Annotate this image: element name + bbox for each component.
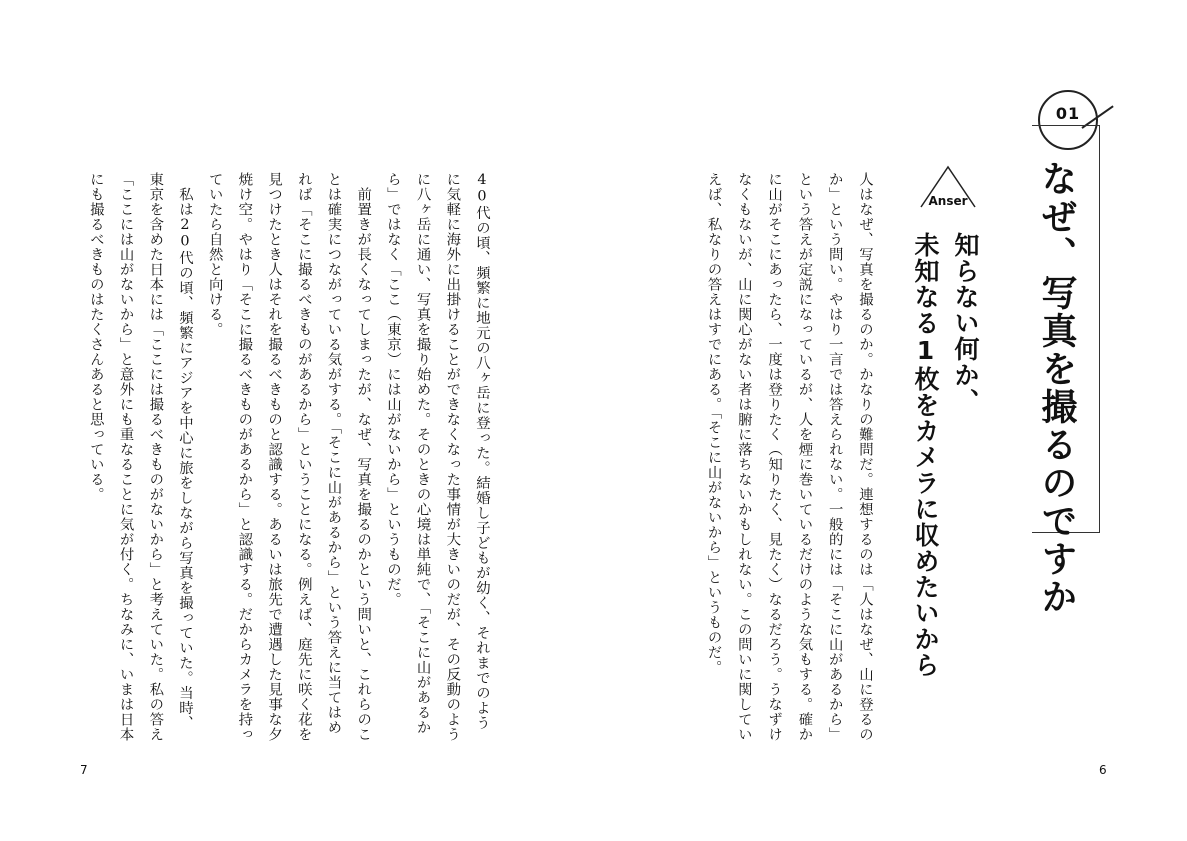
anser-label: Anser: [928, 194, 968, 208]
chapter-number: 01: [1055, 104, 1081, 123]
right-page-body: 人はなぜ、写真を撮るのか。かなりの難問だ。連想するのは「人はなぜ、山に登るのか」という問い。やはり一言では答えられない。一般的には「そこに山があるから」という答えが定説になっているが、人を煙に巻いているだけのような気もする。確かに山がそこにあったら、一度は登りたく（知りたく、見たく）なるだろう。うなずけなくもないが、山に関心がない者は腑に落ちないかもしれない。この問いに関していえば、私なりの答えはすでにある。「そこに山がないから」というものだ。: [705, 172, 873, 742]
frame-gap-top: [1010, 122, 1032, 128]
answer-title: 知らない何か、 未知なる1枚をカメラに収めたいから: [911, 232, 980, 678]
page-number-left: 7: [80, 763, 88, 777]
frame-gap-bottom: [1010, 530, 1032, 536]
page-number-right: 6: [1099, 763, 1107, 777]
left-page-body: 40代の頃、頻繁に地元の八ヶ岳に登った。結婚し子どもが幼く、それまでのように気軽に海外に出掛けることができなくなった事情が大きいのだが、その反動のように八ヶ岳に通い、写真を撮り始めた。そのときの心境は単純で、「そこに山があるから」ではなく「ここ（東京）には山がないから」というものだ。 前置きが長くなってしまったが、なぜ、写真を撮るのかという問いと、これらのことは確実につながっている気がする。「そこに山があるから」という答えに当てはめれば「そこに撮るべきものがあるから」ということになる。例えば、庭先に咲く花を見つけたとき人はそれを撮るべきものと認識する。あるいは旅先で遭遇した見事な夕焼け空。やはり「そこに撮るべきものがあるから」と認識する。だからカメラを持っていたら自然と向ける。 私は20代の頃、頻繁にアジアを中心に旅をしながら写真を撮っていた。当時、東京を含めた日本には「ここには撮るべきものがないから」と考えていた。私の答え「ここには山がないから」と意外にも重なることに気が付く。ちなみに、いまは日本にも撮るべきものはたくさんあると思っている。: [87, 172, 490, 742]
chapter-title: なぜ、写真を撮るのですか: [1036, 160, 1077, 616]
